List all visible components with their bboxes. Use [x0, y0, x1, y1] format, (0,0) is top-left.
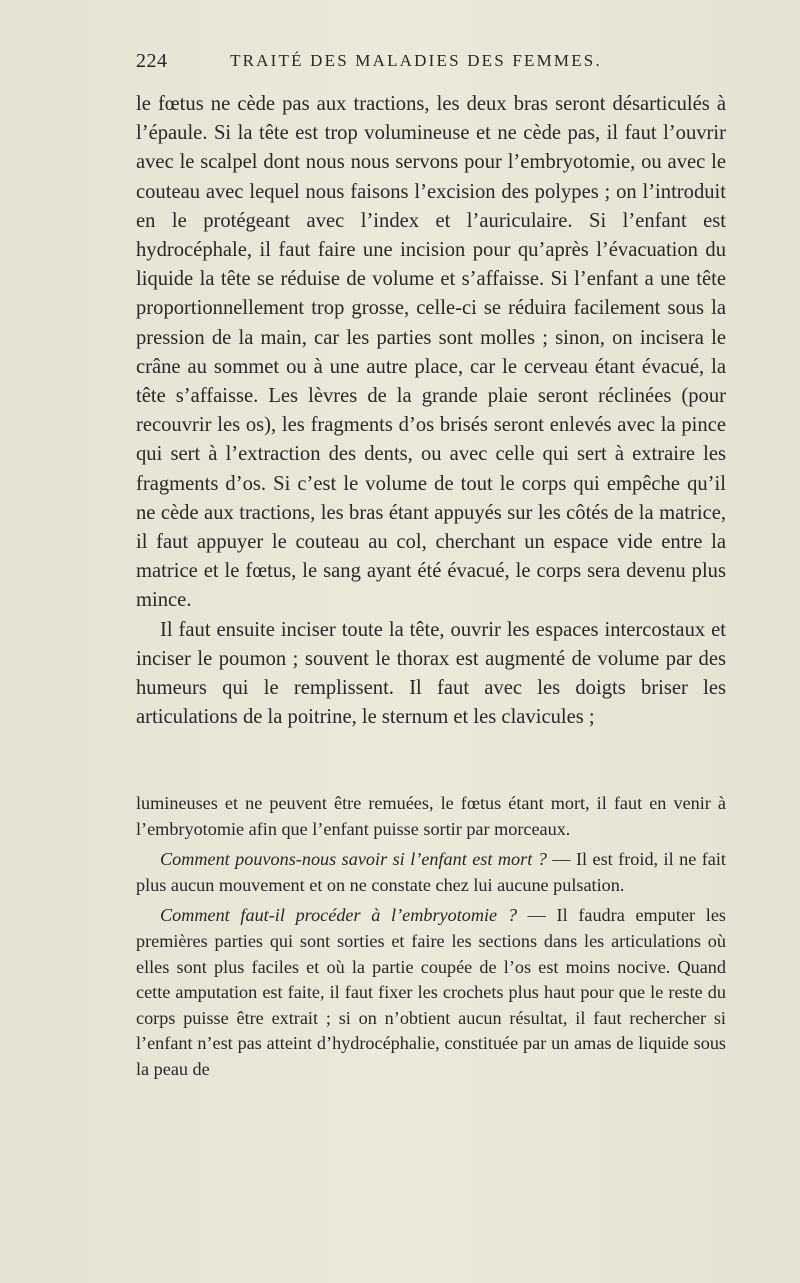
main-paragraph-2: Il faut ensuite inciser toute la tête, ouvrir les espaces intercostaux et inciser le poumon ; souvent le thorax est augmenté de volume par des humeurs qui le remplissent. Il faut avec les doigts briser les articulations de la poitrine, le sternum et les clavicules ; [136, 618, 726, 729]
question-2: Comment faut-il procéder à l’embryotomie ? [160, 905, 517, 926]
answer-2: — Il faudra emputer les premières parties qui sont sorties et faire les sections dans les articulations où elles sont plus faciles et où la partie coupée de l’os est moins nocive. Quand cette amputation est faite, il faut fixer les crochets plus haut pour que le reste du corps puisse être extrait ; si on n’obtient aucun résultat, il faut rechercher si l’enfant n’est pas atteint d’hydrocéphalie, constituée par un amas de liquide sous la peau de [136, 905, 726, 1079]
notes-text [136, 791, 726, 1088]
answer-1: — Il est froid, il ne fait plus aucun mouvement et on ne constate chez lui aucune pulsation. [136, 849, 726, 895]
page-header [136, 48, 696, 78]
notes-paragraph-1 [136, 847, 726, 898]
notes-paragraph-2 [136, 903, 726, 1082]
main-text [136, 90, 726, 732]
main-paragraph-1: le fœtus ne cède pas aux tractions, les deux bras seront désarticulés à l’épaule. Si la tête est trop volumineuse et ne cède pas, il faut l’ouvrir avec le scalpel dont nous nous servons pour l’embryotomie, ou avec le couteau avec lequel nous faisons l’excision des polypes ; on l’introduit en le protégeant avec l’index et l’auriculaire. Si l’enfant est hydrocéphale, il faut faire une incision pour qu’après l’évacuation du liquide la tête se réduise de volume et s’affaisse. Si l’enfant a une tête proportionnellement trop grosse, celle-ci se réduira facilement sous la pression de la main, car les parties sont molles ; sinon, on incisera le crâne au sommet ou à une autre place, car le cerveau étant évacué, la tête s’affaisse. Les lèvres de la grande plaie seront réclinées (pour recouvrir les os), les fragments d’os brisés seront enlevés avec la pince qui sert à l’extraction des dents, ou avec celle qui sert à extraire les fragments d’os. Si c’est le volume de tout le corps qui empêche qu’il ne cède aux tractions, les bras étant appuyés sur les côtés de la matrice, il faut appuyer le couteau au col, cherchant un espace vide entre la matrice et le fœtus, le sang ayant été évacué, le corps sera devenu plus mince. [136, 93, 726, 612]
notes-continuation: lumineuses et ne peuvent être remuées, le fœtus étant mort, il faut en venir à l’embryotomie afin que l’enfant puisse sortir par morceaux. [136, 793, 726, 839]
question-1: Comment pouvons-nous savoir si l’enfant est mort ? [160, 849, 547, 870]
running-title: TRAITÉ DES MALADIES DES FEMMES. [230, 51, 602, 70]
page-number: 224 [136, 50, 168, 72]
